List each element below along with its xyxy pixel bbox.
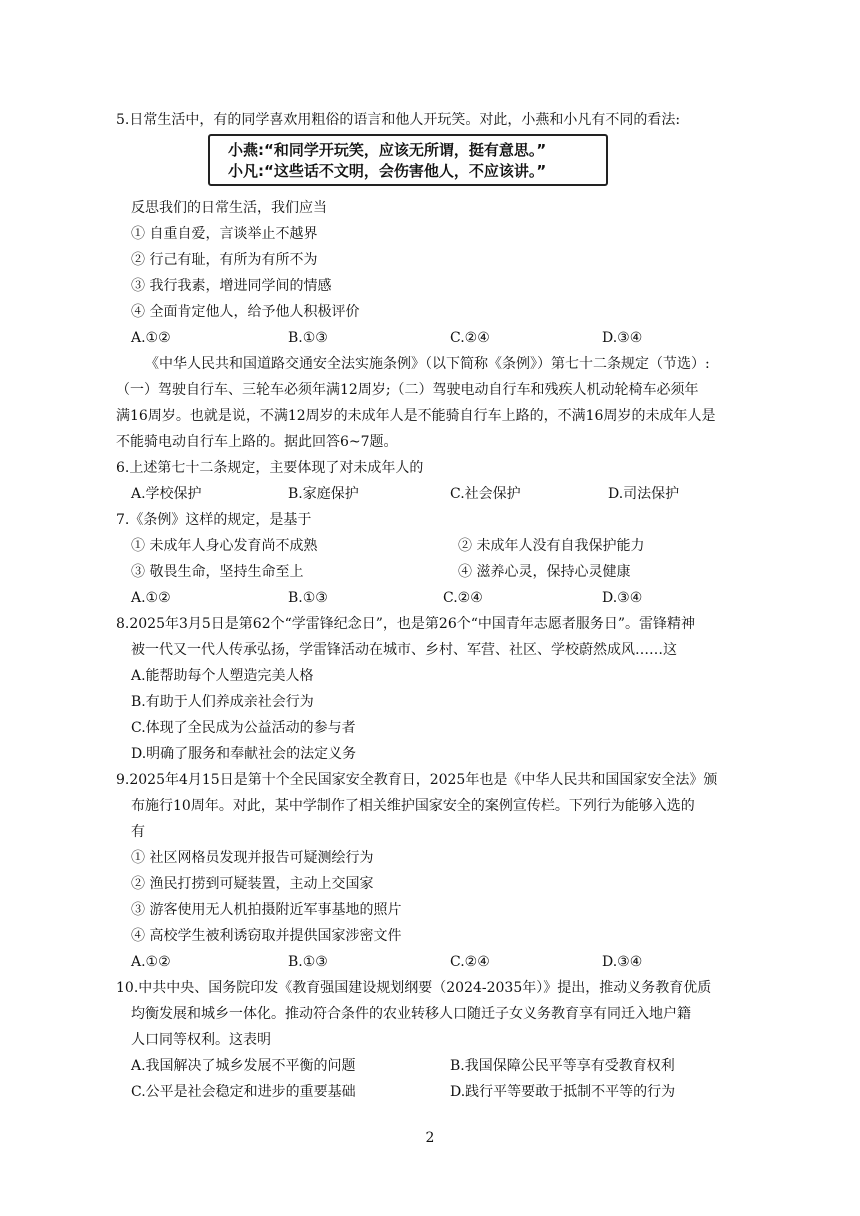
q8-option-c[interactable]: C.体现了全民成为公益活动的参与者 xyxy=(131,720,356,736)
q9-option-d[interactable]: D.③④ xyxy=(602,954,643,970)
q7-item-1: ① 未成年人身心发育尚不成熟 xyxy=(131,538,318,554)
q5-option-d[interactable]: D.③④ xyxy=(602,330,643,346)
q7-option-d[interactable]: D.③④ xyxy=(602,590,643,606)
q6-option-c[interactable]: C.社会保护 xyxy=(450,486,521,502)
q9-option-b[interactable]: B.①③ xyxy=(288,954,328,970)
q5-item-4: ④ 全面肯定他人，给予他人积极评价 xyxy=(131,304,360,320)
q7-item-3: ③ 敬畏生命，坚持生命至上 xyxy=(131,564,304,580)
q5-quote-xiaoyan: 小燕:“和同学开玩笑，应该无所谓，挺有意思。” xyxy=(228,141,547,159)
q10-stem-2: 均衡发展和城乡一体化。推动符合条件的农业转移人口随迁子女义务教育享有同迁入地户籍 xyxy=(131,1006,691,1022)
q6-option-a[interactable]: A.学校保护 xyxy=(131,486,202,502)
q5-item-3: ③ 我行我素，增进同学间的情感 xyxy=(131,278,332,294)
q5-option-a[interactable]: A.①② xyxy=(131,330,171,346)
q8-option-a[interactable]: A.能帮助每个人塑造完美人格 xyxy=(131,668,314,684)
q10-option-d[interactable]: D.践行平等要敢于抵制不平等的行为 xyxy=(450,1084,676,1100)
q10-option-b[interactable]: B.我国保障公民平等享有受教育权利 xyxy=(450,1058,675,1074)
q5-stem: 5.日常生活中，有的同学喜欢用粗俗的语言和他人开玩笑。对此，小燕和小凡有不同的看法: xyxy=(116,112,681,128)
q10-option-c[interactable]: C.公平是社会稳定和进步的重要基础 xyxy=(131,1084,356,1100)
q5-prompt: 反思我们的日常生活，我们应当 xyxy=(131,200,327,216)
page-number: 2 xyxy=(425,1130,435,1146)
material-line-1: 《中华人民共和国道路交通安全法实施条例》（以下简称《条例》）第七十二条规定（节选）: xyxy=(145,356,710,372)
material-line-4: 不能骑电动自行车上路的。据此回答6~7题。 xyxy=(116,434,398,450)
q8-option-b[interactable]: B.有助于人们养成亲社会行为 xyxy=(131,694,314,710)
q9-option-a[interactable]: A.①② xyxy=(131,954,171,970)
material-line-2: （一）驾驶自行车、三轮车必须年满12周岁;（二）驾驶电动自行车和残疾人机动轮椅车必须年 xyxy=(116,382,699,398)
q6-option-d[interactable]: D.司法保护 xyxy=(608,486,680,502)
q10-option-a[interactable]: A.我国解决了城乡发展不平衡的问题 xyxy=(131,1058,356,1074)
q5-item-2: ② 行己有耻，有所为有所不为 xyxy=(131,252,318,268)
q9-item-2: ② 渔民打捞到可疑装置，主动上交国家 xyxy=(131,876,374,892)
q7-option-c[interactable]: C.②④ xyxy=(443,590,483,606)
q10-stem-1: 10.中共中央、国务院印发《教育强国建设规划纲要（2024-2035年）》提出，推动义务教育优质 xyxy=(116,980,712,996)
q9-stem-1: 9.2025年4月15日是第十个全民国家安全教育日，2025年也是《中华人民共和国国家安全法》颁 xyxy=(116,772,718,788)
q8-stem-1: 8.2025年3月5日是第62个“学雷锋纪念日”，也是第26个“中国青年志愿者服务日”。雷锋精神 xyxy=(116,616,696,632)
q9-item-1: ① 社区网格员发现并报告可疑测绘行为 xyxy=(131,850,374,866)
q7-option-b[interactable]: B.①③ xyxy=(288,590,328,606)
q8-stem-2: 被一代又一代人传承弘扬，学雷锋活动在城市、乡村、军营、社区、学校蔚然成风……这 xyxy=(131,642,677,658)
q5-item-1: ① 自重自爱，言谈举止不越界 xyxy=(131,226,318,242)
q5-option-b[interactable]: B.①③ xyxy=(288,330,328,346)
q8-option-d[interactable]: D.明确了服务和奉献社会的法定义务 xyxy=(131,746,357,762)
q5-option-c[interactable]: C.②④ xyxy=(450,330,490,346)
q7-item-2: ② 未成年人没有自我保护能力 xyxy=(458,538,645,554)
q9-stem-2: 布施行10周年。对此，某中学制作了相关维护国家安全的案例宣传栏。下列行为能够入选的 xyxy=(131,798,695,814)
material-line-3: 满16周岁。也就是说，不满12周岁的未成年人是不能骑自行车上路的，不满16周岁的未成年人是 xyxy=(116,408,716,424)
q9-item-4: ④ 高校学生被利诱窃取并提供国家涉密文件 xyxy=(131,928,402,944)
q7-option-a[interactable]: A.①② xyxy=(131,590,171,606)
q7-item-4: ④ 滋养心灵，保持心灵健康 xyxy=(458,564,631,580)
q6-stem: 6.上述第七十二条规定，主要体现了对未成年人的 xyxy=(116,460,424,476)
q9-item-3: ③ 游客使用无人机拍摄附近军事基地的照片 xyxy=(131,902,402,918)
q6-option-b[interactable]: B.家庭保护 xyxy=(288,486,359,502)
q5-quote-box xyxy=(208,134,608,186)
q7-stem: 7.《条例》这样的规定，是基于 xyxy=(116,512,312,528)
q5-quote-xiaofan: 小凡:“这些话不文明，会伤害他人，不应该讲。” xyxy=(228,162,547,180)
q10-stem-3: 人口同等权利。这表明 xyxy=(131,1032,271,1048)
q9-stem-3: 有 xyxy=(131,824,145,840)
q9-option-c[interactable]: C.②④ xyxy=(450,954,490,970)
